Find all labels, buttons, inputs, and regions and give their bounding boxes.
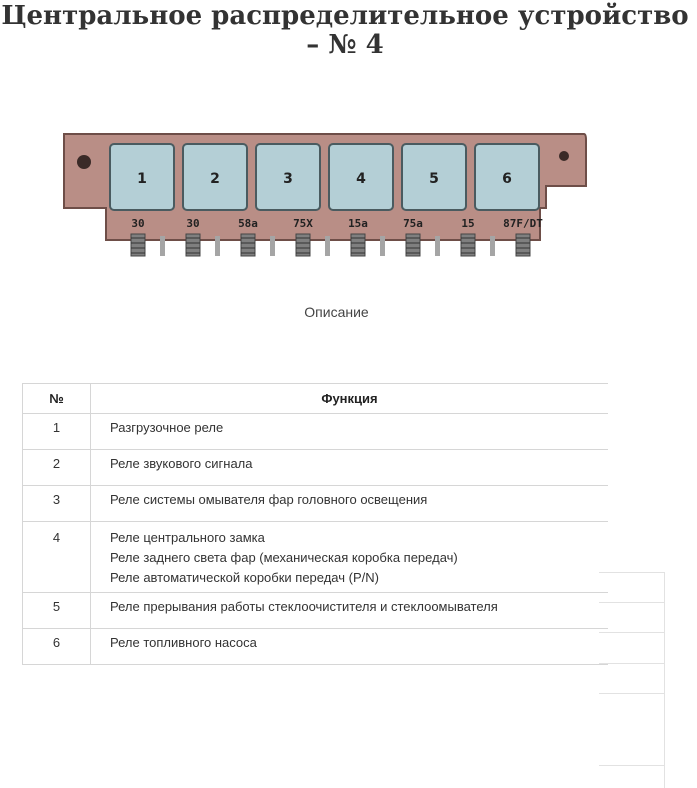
relay-number: 2: [210, 171, 220, 187]
relay-number: 5: [429, 171, 439, 187]
row-number: 3: [23, 486, 91, 522]
terminal-label: 30: [131, 217, 145, 230]
background-table-fragment: [599, 572, 665, 788]
terminal-label: 30: [186, 217, 200, 230]
row-function: [91, 414, 609, 450]
function-line: Реле заднего света фар (механическая коробка передач): [110, 550, 458, 565]
relay-number: 6: [502, 171, 512, 187]
row-number: 4: [23, 522, 91, 593]
function-line: Реле системы омывателя фар головного освещения: [110, 492, 428, 507]
table-row: [23, 522, 609, 593]
function-line: Реле прерывания работы стеклоочистителя и стеклоомывателя: [110, 599, 498, 614]
terminal-label: 75X: [293, 217, 313, 230]
terminal-label: 15: [461, 217, 475, 230]
diagram-caption: Описание: [304, 304, 369, 320]
small-pin: [325, 236, 330, 256]
table-row: [23, 593, 609, 629]
table-header-row: [23, 384, 609, 414]
relay-number: 1: [137, 171, 147, 187]
function-line: Разгрузочное реле: [110, 420, 224, 435]
terminal-label: 87F/DT: [503, 217, 543, 230]
row-function: [91, 522, 609, 593]
row-number: 1: [23, 414, 91, 450]
table-row: [23, 629, 609, 665]
table-row: [23, 414, 609, 450]
function-line: Реле топливного насоса: [110, 635, 257, 650]
mount-hole-right: [559, 151, 569, 161]
terminal-label: 58a: [238, 217, 258, 230]
page-title: Центральное распределительное устройство – № 4: [1, 1, 689, 60]
small-pin: [435, 236, 440, 256]
table-row: [23, 486, 609, 522]
row-function: [91, 593, 609, 629]
function-line: Реле звукового сигнала: [110, 456, 253, 471]
terminal-label: 75a: [403, 217, 423, 230]
relay-number: 3: [283, 171, 293, 187]
header-function: Функция: [91, 384, 609, 414]
mount-hole-left: [77, 155, 91, 169]
small-pin: [160, 236, 165, 256]
terminal-label: 15a: [348, 217, 368, 230]
small-pin: [215, 236, 220, 256]
function-line: Реле автоматической коробки передач (P/N): [110, 570, 379, 585]
row-number: 6: [23, 629, 91, 665]
function-table: [22, 383, 608, 665]
relay-block-diagram: [58, 128, 608, 263]
function-line: Реле центрального замка: [110, 530, 265, 545]
table-row: [23, 450, 609, 486]
small-pin: [490, 236, 495, 256]
row-function: [91, 450, 609, 486]
row-number: 5: [23, 593, 91, 629]
row-function: [91, 486, 609, 522]
small-pin: [270, 236, 275, 256]
small-pin: [380, 236, 385, 256]
header-num: №: [23, 384, 91, 414]
row-function: [91, 629, 609, 665]
relay-block-svg: [58, 128, 608, 263]
relay-number: 4: [356, 171, 366, 187]
row-number: 2: [23, 450, 91, 486]
